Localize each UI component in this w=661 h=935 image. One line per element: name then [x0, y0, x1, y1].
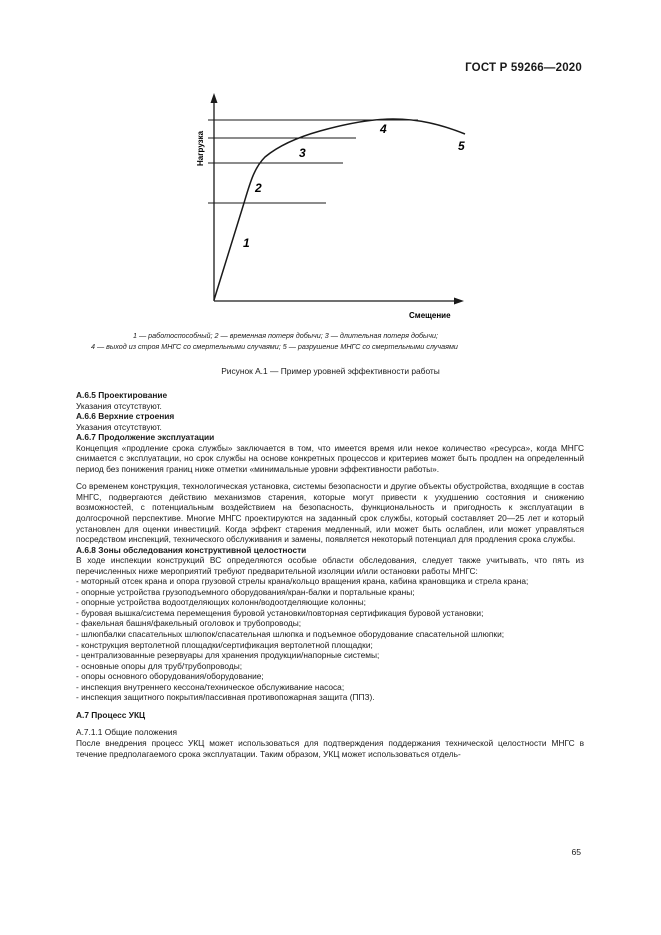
y-axis-label: Нагрузка [196, 130, 205, 166]
section-a68-title: А.6.8 Зоны обследования конструктивной целостности [76, 544, 307, 555]
section-a65-title: А.6.5 Проектирование [76, 390, 168, 400]
point-label-4: 4 [380, 122, 387, 136]
list-item: - опорные устройства водоотделяющих колонн/водоотделяющие колонны; [76, 597, 366, 608]
load-displacement-figure [0, 0, 661, 360]
inspection-list [76, 576, 584, 703]
section-a67-paragraph-2: Со временем конструкция, технологическая установка, системы безопасности и другие объекты обустройства, входящие в состав МНГС, подвергаются действию механизмов старения, которые могут привести к ухудшению состояния и снижению возможностей, с потенциальным воздействием на безопасность, функциональность и пригодность к эксплуатации в долгосрочной перспективе. Многие МНГС проектируются на заданный срок службы, который составляет 20—25 лет и который установлен для оценки инвестиций. Когда эффект старения медленный, или может быть ослаблен, или может управляться посредством инспекций, технического обслуживания и замены, появляется некоторый потенциал для продления срока службы. [76, 481, 584, 545]
list-item: - централизованные резервуары для хранения продукции/напорные системы; [76, 650, 380, 661]
load-displacement-curve [214, 119, 465, 300]
list-item: - шлюпбалки спасательных шлюпок/спасательная шлюпка и подъемное оборудование спасательной шлюпки; [76, 629, 505, 640]
point-label-5: 5 [458, 139, 465, 153]
section-a65-text: Указания отсутствуют. [76, 400, 162, 411]
section-a66-title: А.6.6 Верхние строения [76, 411, 175, 422]
x-axis-label: Смещение [409, 311, 451, 320]
section-a66-text: Указания отсутствуют. [76, 421, 162, 432]
section-a7-title: А.7 Процесс УКЦ [76, 709, 146, 720]
list-item: - моторный отсек крана и опора грузовой стрелы крана/кольцо вращения крана, кабина крановщика и стрела крана; [76, 576, 529, 587]
list-item: - инспекция защитного покрытия/пассивная противопожарная защита (ППЗ). [76, 692, 375, 703]
list-item: - основные опоры для труб/трубопроводы; [76, 660, 243, 671]
list-item: - инспекция внутреннего кессона/техническое обслуживание насоса; [76, 681, 345, 692]
y-axis-arrow-icon [211, 93, 218, 103]
x-axis-arrow-icon [454, 298, 464, 305]
page-number: 65 [571, 847, 581, 857]
document-code: ГОСТ Р 59266—2020 [465, 62, 582, 74]
figure-legend-line-2: 4 — выход из строя МНГС со смертельными случаями; 5 — разрушение МНГС со смертельными случаями [91, 342, 458, 351]
figure-legend-line-1: 1 — работоспособный; 2 — временная потеря добычи; 3 — длительная потеря добычи; [133, 331, 439, 340]
list-item: - факельная башня/факельный оголовок и трубопроводы; [76, 618, 302, 629]
section-a711-title: А.7.1.1 Общие положения [76, 727, 178, 738]
list-item: - опоры основного оборудования/оборудование; [76, 671, 264, 682]
document-body [76, 390, 584, 759]
list-item: - конструкция вертолетной площадки/сертификация вертолетной площадки; [76, 639, 373, 650]
section-a67-paragraph-1: Концепция «продление срока службы» заключается в том, что имеется время или некое количество «ресурса», когда МНГС снимается с эксплуатации, но срок службы на основе конкретных процессов и критериев может быть продлен на определенный период без понижения границ ниже отметки «минимальные уровни эффективности работы». [76, 442, 584, 474]
section-a67-title: А.6.7 Продолжение эксплуатации [76, 432, 215, 443]
list-item: - буровая вышка/система перемещения буровой установки/повторная сертификация буровой установки; [76, 607, 484, 618]
point-label-1: 1 [243, 236, 250, 250]
section-a711-paragraph-1: После внедрения процесс УКЦ может использоваться для подтверждения поддержания технической целостности МНГС в течение предполагаемого срока эксплуатации. Таким образом, УКЦ может использоваться отдель- [76, 737, 584, 759]
point-label-2: 2 [255, 181, 262, 195]
figure-title: Рисунок А.1 — Пример уровней эффективности работы [221, 366, 440, 376]
list-item: - опорные устройства грузоподъемного оборудования/кран-балки и портальные краны; [76, 586, 415, 597]
section-a68-intro: В ходе инспекции конструкций ВС определяются особые области обследования, следует также учитывать, что пять из перечисленных ниже мероприятий требуют предварительной изоляции и/или остановки работы МНГС: [76, 555, 584, 576]
point-label-3: 3 [299, 146, 306, 160]
